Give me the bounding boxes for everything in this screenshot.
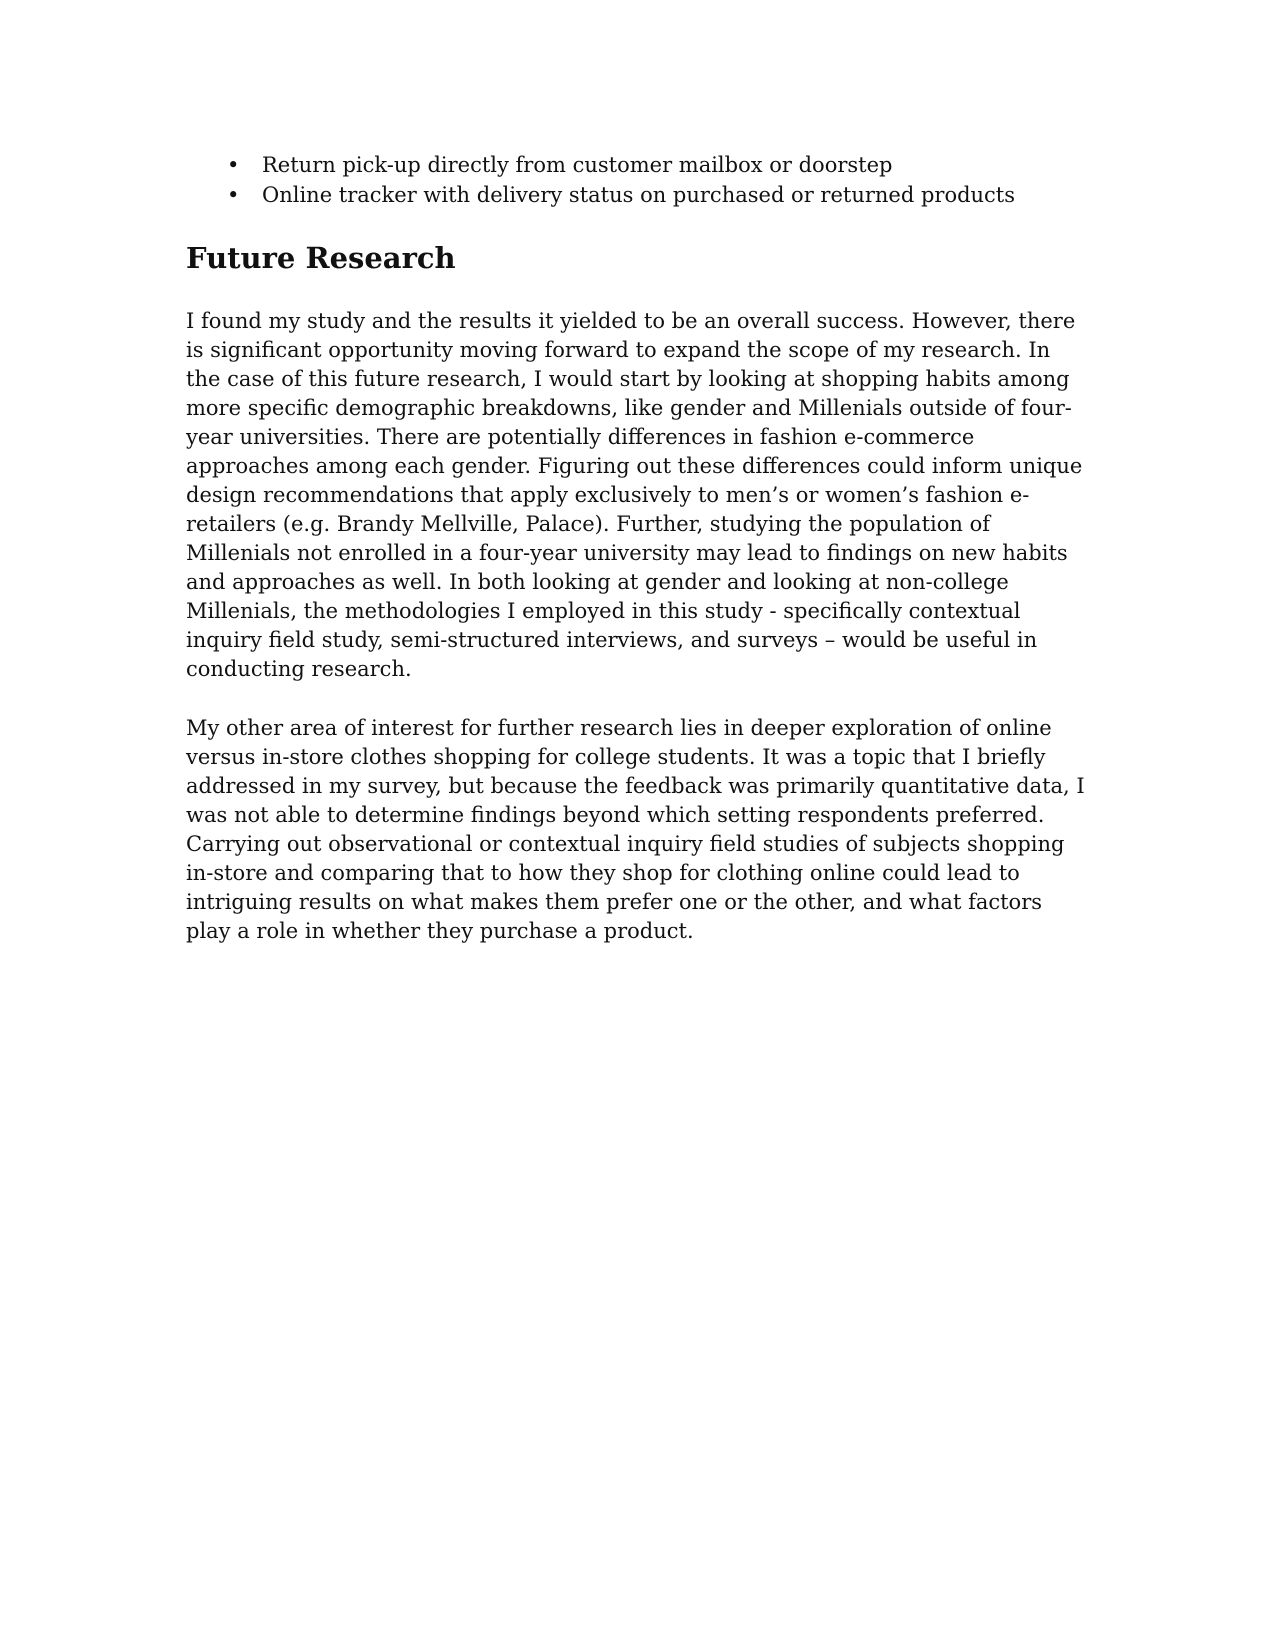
text-line: Millenials not enrolled in a four-year university may lead to findings on new habits [186, 541, 1068, 565]
text-line: the case of this future research, I would start by looking at shopping habits among [186, 367, 1070, 391]
list-item [186, 150, 1086, 180]
bullet-list [186, 150, 1086, 210]
text-line: conducting research. [186, 657, 412, 681]
text-line: Carrying out observational or contextual inquiry field studies of subjects shopping [186, 832, 1065, 856]
list-item [186, 180, 1086, 210]
text-line: design recommendations that apply exclusively to men’s or women’s fashion e- [186, 483, 1030, 507]
text-line: year universities. There are potentially differences in fashion e-commerce [186, 425, 975, 449]
paragraph-future-research [186, 307, 1082, 684]
text-line: Millenials, the methodologies I employed in this study - specifically contextual [186, 599, 1021, 623]
text-line: addressed in my survey, but because the feedback was primarily quantitative data, I [186, 774, 1085, 798]
section-heading: Future Research [186, 241, 456, 275]
bullet-icon: • [227, 183, 240, 207]
text-line: approaches among each gender. Figuring out these differences could inform unique [186, 454, 1083, 478]
list-item-text: Online tracker with delivery status on purchased or returned products [262, 183, 1016, 207]
text-line: retailers (e.g. Brandy Mellville, Palace). Further, studying the population of [186, 512, 990, 536]
text-line: inquiry field study, semi-structured interviews, and surveys – would be useful in [186, 628, 1038, 652]
text-line: I found my study and the results it yielded to be an overall success. However, there [186, 309, 1076, 333]
text-line: intriguing results on what makes them prefer one or the other, and what factors [186, 890, 1043, 914]
paragraph-other-interest [186, 714, 1085, 946]
text-line: versus in-store clothes shopping for college students. It was a topic that I briefly [186, 745, 1046, 769]
text-line: is significant opportunity moving forward to expand the scope of my research. In [186, 338, 1051, 362]
text-line: more specific demographic breakdowns, like gender and Millenials outside of four- [186, 396, 1072, 420]
list-item-text: Return pick-up directly from customer mailbox or doorstep [262, 153, 893, 177]
text-line: My other area of interest for further research lies in deeper exploration of online [186, 716, 1052, 740]
text-line: play a role in whether they purchase a product. [186, 919, 694, 943]
bullet-icon: • [227, 153, 240, 177]
text-line: and approaches as well. In both looking at gender and looking at non-college [186, 570, 1009, 594]
text-line: was not able to determine findings beyond which setting respondents preferred. [186, 803, 1045, 827]
text-line: in-store and comparing that to how they shop for clothing online could lead to [186, 861, 1020, 885]
